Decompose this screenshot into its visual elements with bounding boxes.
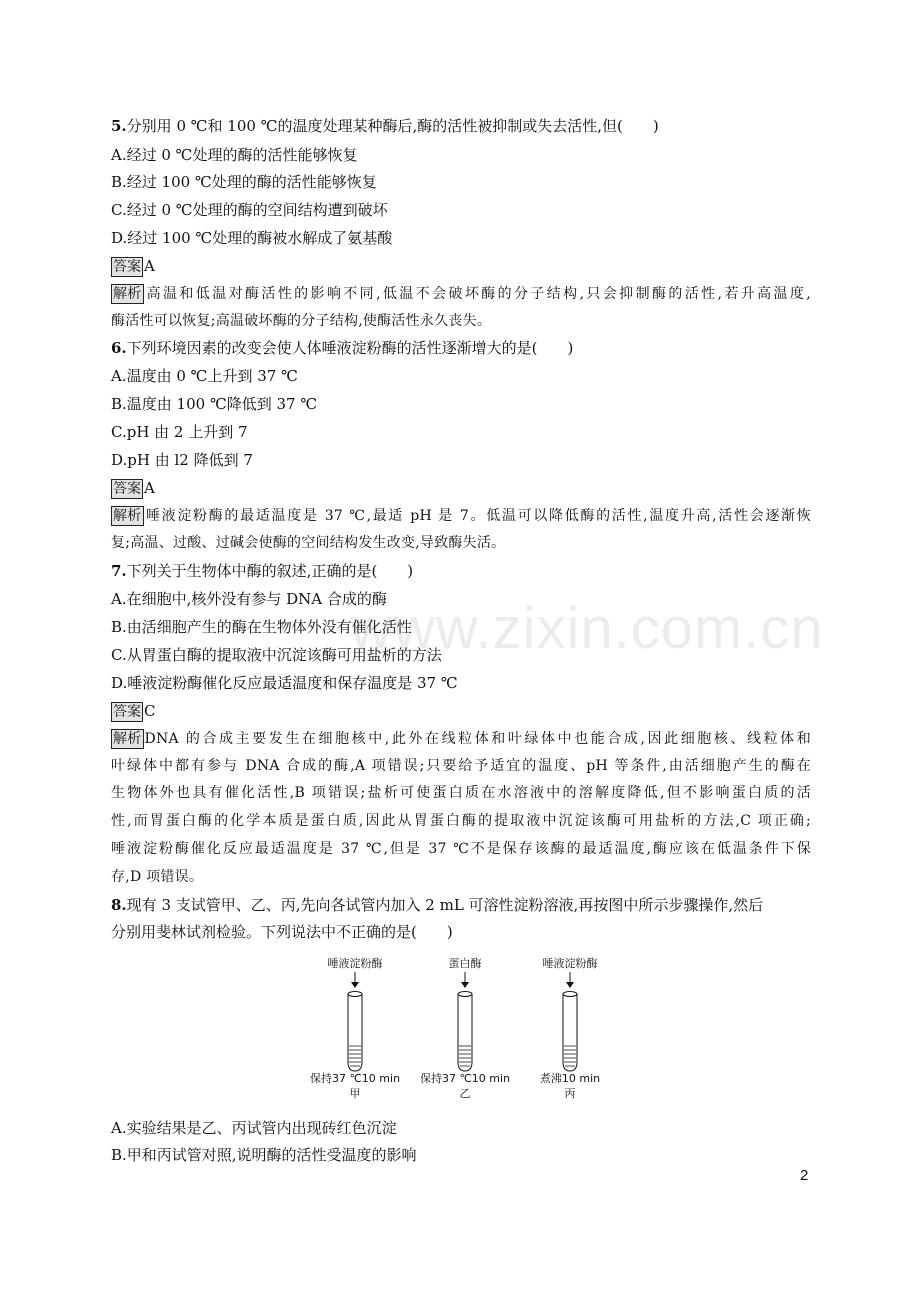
tube-jia-reagent: 唾液淀粉酶 [327, 957, 383, 970]
question-number: 8. [111, 896, 127, 914]
page-number: 2 [800, 1167, 809, 1184]
tube-liquid [349, 1046, 361, 1066]
tube-mouth [348, 992, 362, 997]
question-text: 下列环境因素的改变会使人体唾液淀粉酶的活性逐渐增大的是( ) [126, 339, 574, 357]
q5-option-c: C.经过 0 ℃处理的酶的空间结构遭到破坏 [111, 201, 388, 219]
q5-option-d: D.经过 100 ℃处理的酶被水解成了氨基酸 [111, 229, 393, 247]
question-number: 6. [111, 339, 127, 357]
question-number: 5. [111, 117, 127, 135]
q7-analysis-line-6: 存,D 项错误。 [111, 869, 204, 885]
q7-analysis-line-2: 叶绿体中都有参与 DNA 合成的酶,A 项错误;只要给予适宜的温度、pH 等条件,由活细胞产生的酶在 [111, 758, 811, 774]
q6-option-a: A.温度由 0 ℃上升到 37 ℃ [111, 367, 298, 385]
tube-bing [540, 956, 600, 1100]
tube-body [458, 994, 472, 1071]
analysis-label: 解析 [113, 731, 142, 747]
tube-liquid [564, 1046, 576, 1066]
question-text: 分别用 0 ℃和 100 ℃的温度处理某种酶后,酶的活性被抑制或失去活性,但( ) [126, 117, 659, 135]
tube-bing-reagent: 唾液淀粉酶 [542, 957, 598, 970]
q5-analysis-line-2: 酶活性可以恢复;高温破坏酶的分子结构,使酶活性永久丧失。 [111, 313, 492, 329]
q7-analysis-line-1 [111, 729, 811, 749]
tube-jia [310, 956, 400, 1100]
tube-yi-condition: 保持37 ℃10 min [419, 1072, 511, 1085]
q8-option-b: B.甲和丙试管对照,说明酶的活性受温度的影响 [111, 1146, 417, 1164]
q8-option-a: A.实验结果是乙、丙试管内出现砖红色沉淀 [111, 1119, 397, 1137]
answer-label: 答案 [113, 704, 141, 720]
answer-label: 答案 [113, 259, 141, 275]
test-tube-diagram [305, 950, 615, 1110]
q7-answer [111, 701, 811, 722]
tube-bing-condition: 煮沸10 min [539, 1072, 601, 1085]
question-5-stem [111, 116, 811, 136]
tube-jia-name: 甲 [349, 1087, 361, 1100]
tube-yi [420, 956, 510, 1100]
analysis-text: 高温和低温对酶活性的影响不同,低温不会破坏酶的分子结构,只会抑制酶的活性,若升高温度, [144, 286, 811, 302]
arrow-head-icon [461, 982, 469, 988]
answer-value: C [144, 702, 156, 720]
arrow-head-icon [566, 982, 574, 988]
question-number: 7. [111, 562, 127, 580]
q7-option-c: C.从胃蛋白酶的提取液中沉淀该酶可用盐析的方法 [111, 646, 442, 664]
question-7-stem [111, 561, 811, 581]
tube-mouth [563, 992, 577, 997]
q6-option-c: C.pH 由 2 上升到 7 [111, 423, 248, 441]
analysis-label: 解析 [113, 286, 142, 302]
q5-option-a: A.经过 0 ℃处理的酶的活性能够恢复 [111, 146, 358, 164]
tube-liquid [459, 1046, 471, 1066]
question-8-stem-line-1 [111, 895, 811, 915]
watermark: www.zixin.com.cn [350, 596, 824, 661]
analysis-text: DNA 的合成主要发生在细胞核中,此外在线粒体和叶绿体中也能合成,因此细胞核、线粒体和 [144, 731, 811, 747]
tube-yi-reagent: 蛋白酶 [448, 957, 482, 970]
tube-jia-condition: 保持37 ℃10 min [309, 1072, 401, 1085]
q5-answer [111, 256, 811, 277]
answer-value: A [144, 257, 155, 275]
answer-value: A [144, 479, 155, 497]
analysis-label: 解析 [113, 508, 142, 524]
q7-analysis-line-3: 生物体外也具有催化活性,B 项错误;盐析可使蛋白质在水溶液中的溶解度降低,但不影响蛋白质的活 [111, 785, 811, 801]
q5-analysis-line-1 [111, 284, 811, 304]
tube-body [348, 994, 362, 1071]
q7-option-d: D.唾液淀粉酶催化反应最适温度和保存温度是 37 ℃ [111, 674, 458, 692]
question-text: 现有 3 支试管甲、乙、丙,先向各试管内加入 2 mL 可溶性淀粉溶液,再按图中所示步骤操作,然后 [126, 896, 764, 914]
test-tube-figure [305, 950, 615, 1110]
q7-option-b: B.由活细胞产生的酶在生物体外没有催化活性 [111, 618, 412, 636]
question-6-stem [111, 338, 811, 358]
q6-option-b: B.温度由 100 ℃降低到 37 ℃ [111, 395, 318, 413]
tube-body [563, 994, 577, 1071]
question-8-stem-line-2: 分别用斐林试剂检验。下列说法中不正确的是( ) [111, 923, 453, 941]
q6-analysis-line-1 [111, 506, 811, 526]
q6-answer [111, 478, 811, 499]
arrow-head-icon [351, 982, 359, 988]
q6-option-d: D.pH 由 l2 降低到 7 [111, 451, 253, 469]
tube-bing-name: 丙 [564, 1087, 576, 1100]
q7-analysis-line-5: 唾液淀粉酶催化反应最适温度是 37 ℃,但是 37 ℃不是保存该酶的最适温度,酶应该在低温条件下保 [111, 841, 811, 857]
question-text: 下列关于生物体中酶的叙述,正确的是( ) [126, 562, 414, 580]
tube-yi-name: 乙 [459, 1087, 471, 1100]
q7-analysis-line-4: 性,而胃蛋白酶的化学本质是蛋白质,因此从胃蛋白酶的提取液中沉淀该酶可用盐析的方法,C 项正确; [111, 813, 811, 829]
analysis-text: 唾液淀粉酶的最适温度是 37 ℃,最适 pH 是 7。低温可以降低酶的活性,温度升高,活性会逐渐恢 [144, 508, 811, 524]
q7-option-a: A.在细胞中,核外没有参与 DNA 合成的酶 [111, 590, 387, 608]
q5-option-b: B.经过 100 ℃处理的酶的活性能够恢复 [111, 173, 377, 191]
answer-label: 答案 [113, 481, 141, 497]
q6-analysis-line-2: 复;高温、过酸、过碱会使酶的空间结构发生改变,导致酶失活。 [111, 535, 506, 551]
tube-mouth [458, 992, 472, 997]
